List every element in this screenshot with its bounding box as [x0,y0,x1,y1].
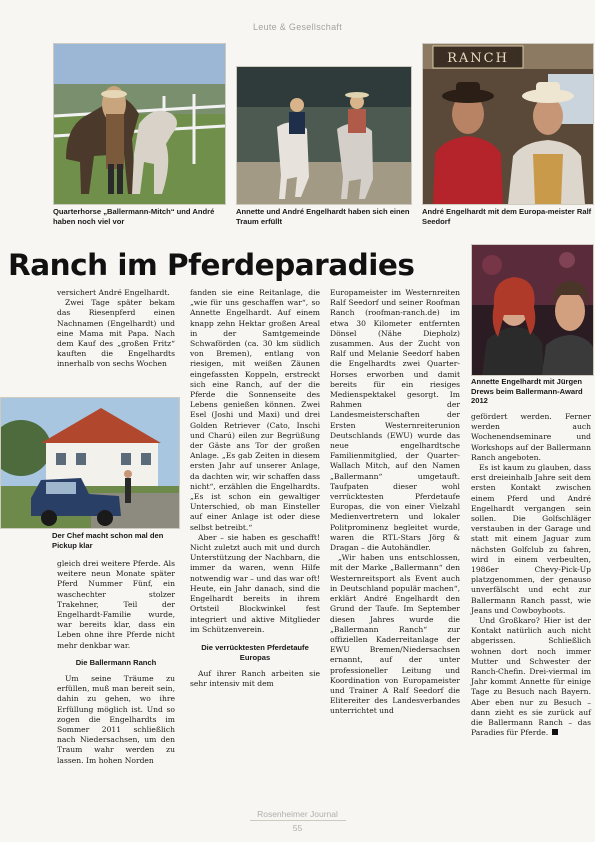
footer-journal: Rosenheimer Journal [257,809,338,819]
column-1-bottom [57,559,175,766]
subheading-ballermann-ranch: Die Ballermann Ranch [75,657,157,667]
photo-annette-drews [471,244,594,376]
subheading-pferdetaufe: Die verrücktesten Pferdetaufe Europas [201,642,309,662]
column-1-top [57,288,175,370]
col1-paragraph-3: gleich drei weitere Pferde. Als weitere neun Monate später Pferd Nummer Fünf, ein waschechter stolzer Trakehner, Teil der Engelhardt-Familie wurde, war bereits klar, dass ein Leben ohne ihre Pferde nicht mehr denkbar war. [57,559,175,650]
col2-paragraph-1: fanden sie eine Reitanlage, die „wie für uns geschaffen war“, so Annette Engelhardt. Auf einem knapp zehn Hektar großen Areal in der Samtgemeinde Schwaförden (ca. 30 km südlich von Bremen), entlang von riesigen, mit weißen Zäunen eingefassten Koppeln, erstreckt sich eine Ranch, auf der die Pferde die Sonnenseite des Lebens genießen können. Zwei Esel (Joshi und Maxi) und drei Golden Retriever (Cato, Inschi und Charú) eilen zur Begrüßung der Gäste ans Tor der großen Anlage. „Es gab Zeiten in diesem ersten Jahr auf unserer Anlage, da dachten wir, wir schaffen dass nicht“, erzählen die Engelhardts. „Es ist schon ein gewaltiger Unterschied, ob man Einsteller auf einer Anlage ist oder diese selbst betreibt.“ [190,288,320,532]
photo2-caption: Annette und André Engelhardt haben sich einen Traum erfüllt [236,207,410,226]
col4-paragraph-3 [471,616,591,738]
col4-paragraph-1: gefördert werden. Ferner werden auch Wochenendseminare und Workshops auf der Ballermann Ranch angeboten. [471,412,591,462]
col2-paragraph-2: Aber – sie haben es geschafft! Nicht zuletzt auch mit und durch Unterstützung der Nachbarn, die immer da waren, wenn Hilfe notwendig war – und das war oft! Heute, ein Jahr danach, sind die Engelhardt bereits in ihrem Ortsteil Blockwinkel fest integriert und aktive Mitglieder im Schützenverein. [190,532,320,634]
headline: Ranch im Pferdeparadies [8,248,415,282]
photo-engelhardt-seedorf [422,43,594,205]
col2-paragraph-3: Auf ihrer Ranch arbeiten sie sehr intensiv mit dem [190,668,320,689]
col1-paragraph-1: versichert André Engelhardt. [57,288,170,297]
photo-pickup [0,397,180,529]
ranch-sign-text: RANCH [447,51,509,66]
footer-divider [250,820,346,821]
photo4-caption: Annette Engelhardt mit Jürgen Drews beim Ballermann-Award 2012 [471,377,583,405]
col3-paragraph-2: „Wir haben uns entschlossen, mit der Marke „Ballermann“ den Westernreitsport als Event auch in Deutschland populär machen“, erklärt André Engelhardt den Grund der Taufe. Im September diesen Jahres wurde die „Ballermann Ranch“ zur offiziellen Kaderreitanlage der EWU Bremen/Niedersachsen ernannt, auf der unter professioneller Leitung und Koordination von Europameister und Trainer A Ralf Seedorf die Elitereiter des Landesverbandes unterrichtet und [330,553,460,716]
col1-paragraph-2: Zwei Tage später bekam das Riesenpferd einen Nachnamen (Engelhardt) und eine Mama mit Papa. Nach dem Kauf des „großen Fritz“ kauften die Engelhardts innerhalb von sechs Wochen [57,298,175,369]
photo3-caption: André Engelhardt mit dem Europa-meister Ralf Seedorf [422,207,592,226]
col3-paragraph-1: Europameister im Westernreiten Ralf Seedorf und seiner Roofman Ranch (roofman-ranch.de) im etwa 30 Kilometer entfernten Dönsel (Nähe Diepholz) zusammen. Aus der Zucht von Ralf und Melanie Seedorf haben die Engelhardts zwei Quarter-Horses erworben und damit bereits für ein riesiges Medienspektakel gesorgt. Im Rahmen der Landesmeisterschaften der Ersten Westernreiterunion Deutschlands (EWU) wurde das neue engelhardtsche Familienmitglied, der Quarter-Wallach Mitch, auf den Namen „Ballermann“ umgetauft. Taufpaten dieser wohl verrücktesten Pferdetaufe Europas, die von einer Vielzahl Medienvertretern und lokaler Politprominenz begleitet wurde, waren die RTL-Stars Jörg & Dragan – die Autohändler. [330,288,460,553]
col4-paragraph-2: Es ist kaum zu glauben, dass erst dreieinhalb Jahre seit dem ersten Kontakt zwischen einem Pferd und André Engelhardt vergangen sein sollen. Die Golfschläger verstauben in der Garage und statt mit einem Jaguar zum nächsten Golfclub zu fahren, wird in einem verbeulten, 1986er Chevy-Pick-Up platzgenommen, der genauso unverfälscht und echt zur Ballermann Ranch passt, wie Jeans und Cowboyboots. [471,463,591,615]
col1-paragraph-4: Um seine Träume zu erfüllen, muß man bereit sein, dahin zu gehen, wo ihre Erfüllung möglich ist. Und so zogen die Engelhardts im Sommer 2011 schließlich nach Niedersachsen, um den Traum wahr werden zu lassen. Im hohen Norden [57,674,175,765]
photo1-caption: Quarterhorse „Ballermann-Mitch“ und André haben noch viel vor [53,207,215,226]
col4-paragraph-3-text: Und Großkaro? Hier ist der Kontakt natürlich auch nicht abgerissen. Schließlich wohnen dort noch immer Mutter und Schwester der Ranch-Chefin. Drei-viermal im Jahr kommt Annette für einige Tage zu Besuch nach Bayern. Aber eben nur zu Besuch – dann zieht es sie zurück auf die Ballermann Ranch – das Paradies für Pferde. [471,616,591,738]
end-mark-icon [552,729,558,735]
column-4 [471,412,591,739]
column-3 [330,288,460,717]
page-number: 55 [292,823,303,833]
section-title: Leute & Gesellschaft [252,22,343,32]
photo-couple-riding [236,66,412,205]
column-2 [190,288,320,689]
photo5-caption: Der Chef macht schon mal den Pickup klar [52,531,164,550]
photo-quarterhorse [53,43,226,205]
